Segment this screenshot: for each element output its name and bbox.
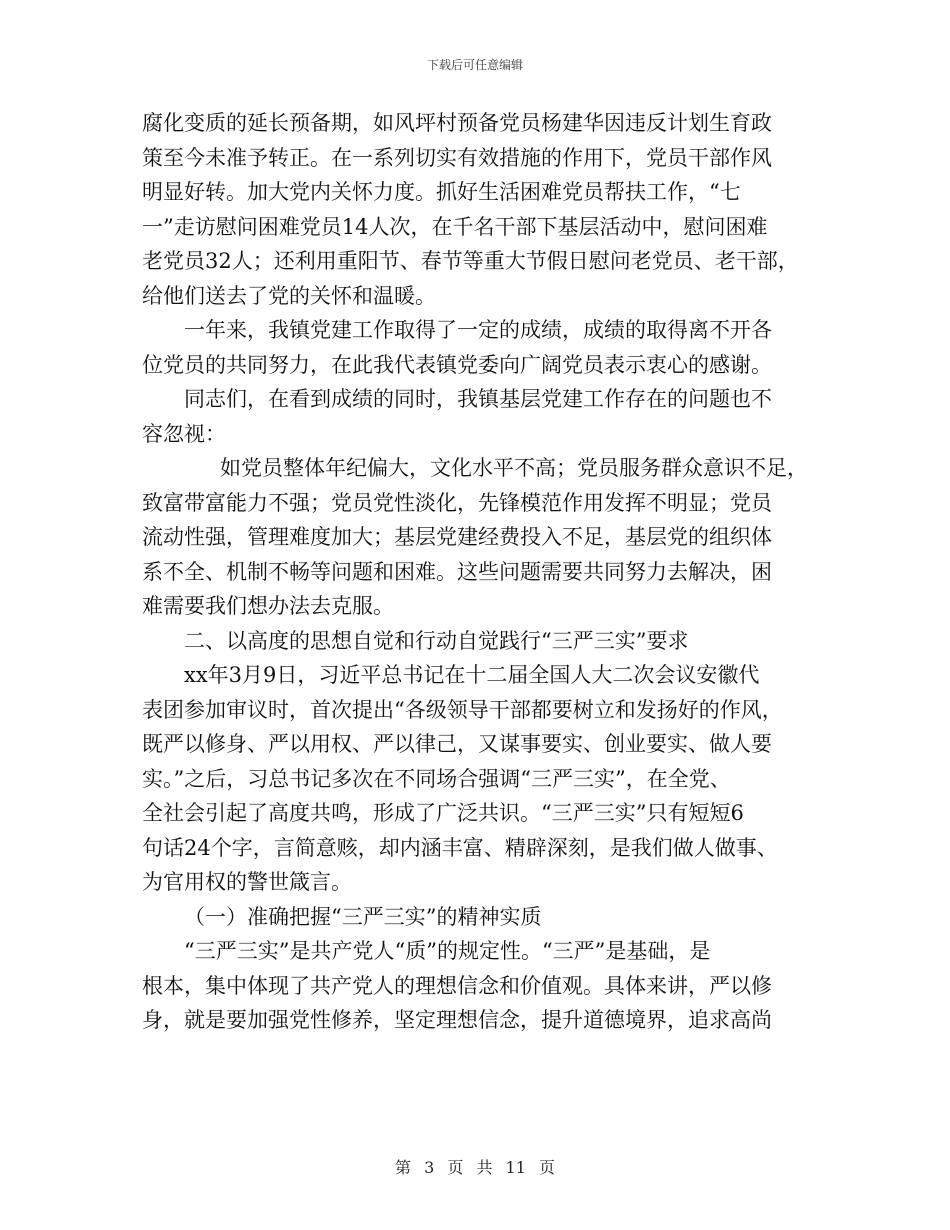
text-line: 流动性强，管理难度加大；基层党建经费投入不足，基层党的组织体	[142, 525, 772, 549]
text-line: 为官用权的警世箴言。	[142, 870, 352, 894]
text-line: 句话24个字，言简意赅，却内涵丰富、精辟深刻，是我们做人做事、	[142, 835, 778, 860]
text-line: 明显好转。加大党内关怀力度。抓好生活困难党员帮扶工作，“七	[142, 180, 741, 204]
text-line: 同志们，在看到成绩的同时，我镇基层党建工作存在的问题也不	[184, 387, 772, 411]
text-line: 一”走访慰问困难党员14人次，在千名干部下基层活动中，慰问困难	[142, 214, 768, 239]
document-body	[142, 106, 832, 1038]
text-line: 一年来，我镇党建工作取得了一定的成绩，成绩的取得离不开各	[184, 318, 772, 342]
text-line: 二、以高度的思想自觉和行动自觉践行“三严三实”要求	[184, 628, 689, 653]
text-line: 全社会引起了高度共鸣，形成了广泛共识。“三严三实”只有短短6	[142, 801, 744, 825]
text-line: 致富带富能力不强；党员党性淡化，先锋模范作用发挥不明显；党员	[142, 490, 772, 515]
text-line: 表团参加审议时，首次提出“各级领导干部都要树立和发扬好的作风，	[142, 697, 783, 722]
text-line: “三严三实”是共产党人“质”的规定性。“三严”是基础，是	[184, 939, 711, 963]
text-line: 系不全、机制不畅等问题和困难。这些问题需要共同努力去解决，困	[142, 559, 772, 584]
text-line: 策至今未准予转正。在一系列切实有效措施的作用下，党员干部作风	[142, 145, 772, 170]
text-line: 身，就是要加强党性修养，坚定理想信念，提升道德境界，追求高尚	[142, 1008, 772, 1032]
text-line: 既严以修身、严以用权、严以律己，又谋事要实、创业要实、做人要	[142, 732, 772, 756]
text-line: 位党员的共同努力，在此我代表镇党委向广阔党员表示衷心的感谢。	[142, 352, 772, 377]
text-line: 根本，集中体现了共产党人的理想信念和价值观。具体来讲，严以修	[142, 973, 772, 998]
text-line: 实。”之后，习总书记多次在不同场合强调“三严三实”，在全党、	[142, 766, 731, 791]
text-line: xx年3月9日，习近平总书记在十二届全国人大二次会议安徽代	[184, 663, 760, 687]
text-line: 老党员32人；还利用重阳节、春节等重大节假日慰问老党员、老干部，	[142, 249, 799, 273]
text-line: 给他们送去了党的关怀和温暖。	[142, 283, 436, 308]
text-line: 容忽视：	[142, 421, 226, 446]
text-line: （一）准确把握“三严三实”的精神实质	[184, 904, 542, 929]
text-line: 如党员整体年纪偏大，文化水平不高；党员服务群众意识不足，	[220, 456, 808, 480]
page-footer: 第 3 页 共 11 页	[395, 1158, 555, 1177]
text-line: 腐化变质的延长预备期，如风坪村预备党员杨建华因违反计划生育政	[142, 111, 772, 135]
text-line: 难需要我们想办法去克服。	[142, 594, 394, 618]
page-header: 下载后可任意编辑	[426, 58, 523, 72]
